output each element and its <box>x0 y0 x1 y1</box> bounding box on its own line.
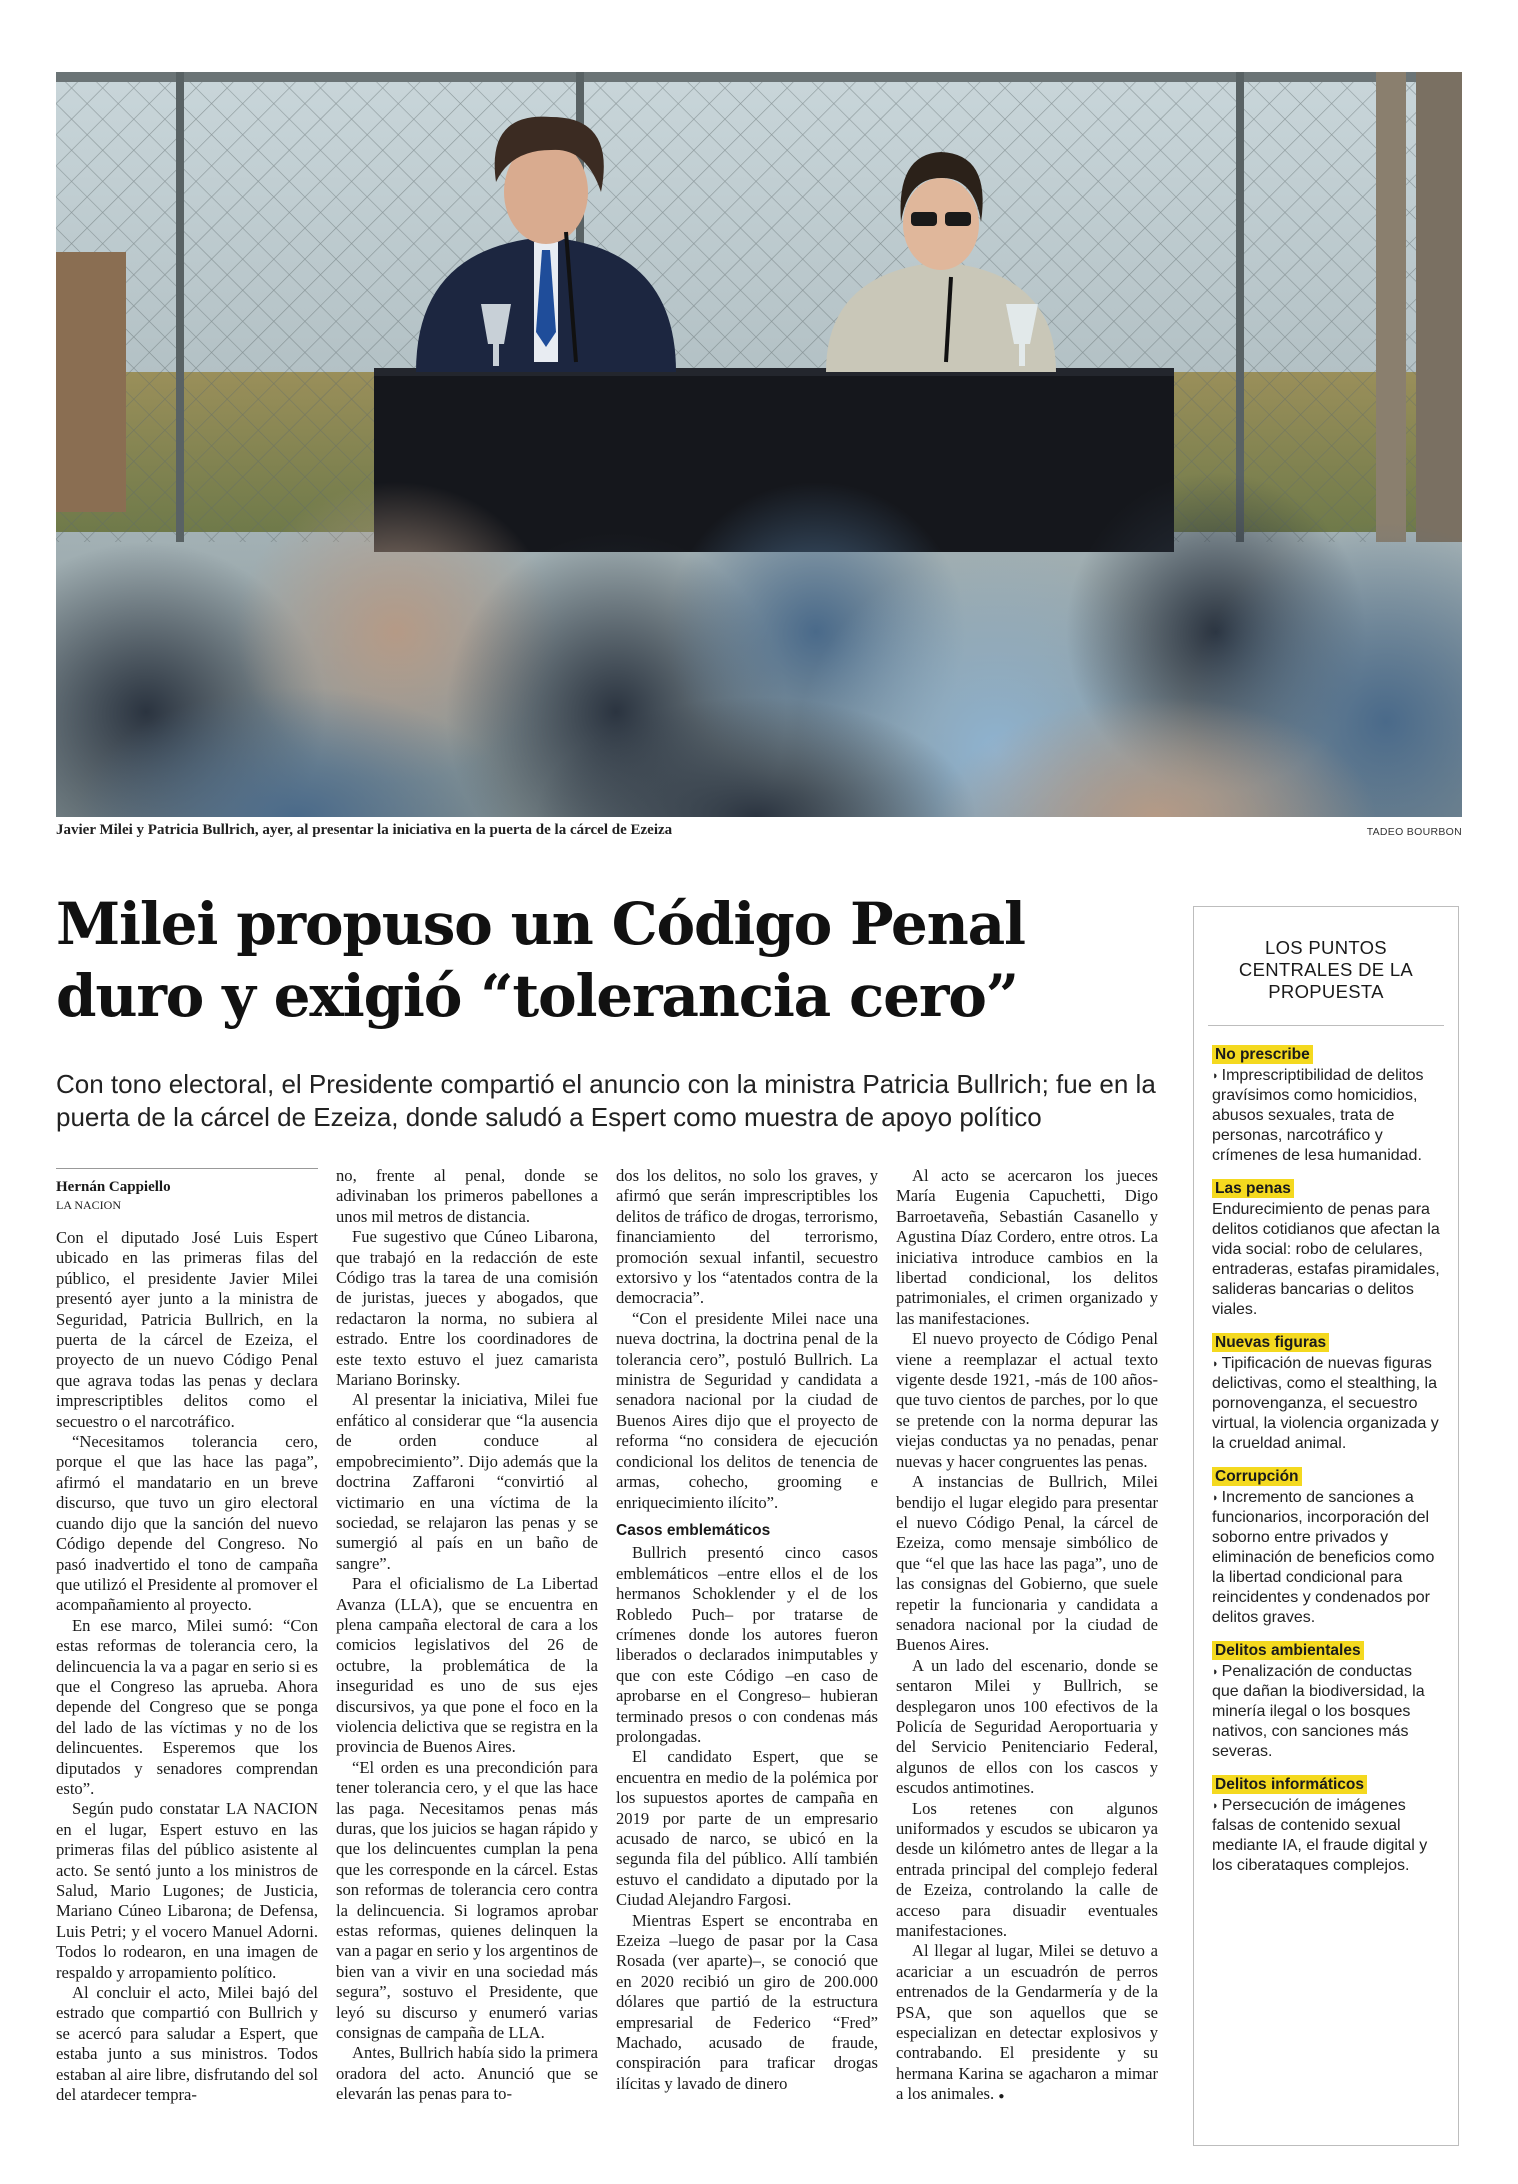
paragraph: “El orden es una precondición para tener tolerancia cero, y el que las hace las paga. Necesitamos penas más duras, que los juicios se hagan rápido y que los delincuentes cumplan la pena que les corresponde en la cárcel. Estas son reformas de tolerancia cero contra la delincuencia. Si logramos aprobar estas reformas, quienes delinquen la van a pagar en serio y los argentinos de bien van a vivir en una sociedad más segura”, sostuvo el Presidente, que leyó su discurso y enumeró varias consignas de campaña de LLA. <box>336 1757 598 2043</box>
key-point-title: Delitos ambientales <box>1212 1641 1364 1660</box>
bullet-arrow-icon: ◗ <box>1212 1492 1219 1504</box>
paragraph-text: Al llegar al lugar, Milei se detuvo a acariciar a un escuadrón de perros entrenados de la Gendarmería y de la PSA, que son aquellos que se especializan en detectar explosivos y contrabando. El presidente y su hermana Karina se agacharon a mimar a los animales. <box>896 1941 1158 2104</box>
section-heading: Casos emblemáticos <box>616 1521 771 1539</box>
photo-credit: TADEO BOURBON <box>1366 826 1462 838</box>
key-point-text <box>1212 1796 1440 1876</box>
key-point-body: Persecución de imágenes falsas de contenido sexual mediante IA, el fraude digital y los ciberataques complejos. <box>1212 1797 1428 1874</box>
key-point-body: Endurecimiento de penas para delitos cotidianos que afectan la vida social: robo de celulares, entraderas, estafas piramidales, salideras bancarias o delitos viales. <box>1212 1201 1440 1318</box>
paragraph: Según pudo constatar LA NACION en el lugar, Espert estuvo en las primeras filas del público asistente al acto. Se sentó junto a los ministros de Salud, Mario Lugones; de Justicia, Mariano Cúneo Libarona; de Defensa, Luis Petri; y el vocero Manuel Adorni. Todos lo rodearon, en una imagen de respaldo y arropamiento político. <box>56 1799 318 1982</box>
bullet-arrow-icon: ◗ <box>1212 1800 1219 1812</box>
key-point-title: Nuevas figuras <box>1212 1333 1329 1352</box>
article-column-1 <box>56 1228 318 2105</box>
key-point-title: Las penas <box>1212 1179 1294 1198</box>
key-point-body: Incremento de sanciones a funcionarios, incorporación del soborno entre privados y eliminación de beneficios como la libertad condicional para reincidentes y condenados por delitos graves. <box>1212 1489 1435 1626</box>
paragraph: Al acto se acercaron los jueces María Eugenia Capuchetti, Digo Barroetaveña, Sebastián Casanello y Agustina Díaz Cordero, entre otros. La iniciativa introduce cambios en la libertad condicional, los delitos patrimoniales, el crimen organizado y las manifestaciones. <box>896 1166 1158 1328</box>
paragraph: Fue sugestivo que Cúneo Libarona, que trabajó en la redacción de este Código tras la tarea de una comisión de juristas, jueces y abogados, que redactaron la norma, no subiera al estrado. Entre los coordinadores de este texto estuvo el juez camarista Mariano Borinsky. <box>336 1227 598 1390</box>
author-name: Hernán Cappiello <box>56 1179 171 1195</box>
key-point-text <box>1212 1354 1440 1454</box>
key-point-body: Penalización de conductas que dañan la biodiversidad, la minería ilegal o los bosques nativos, con sanciones más severas. <box>1212 1663 1425 1760</box>
article-column-4 <box>896 1166 1158 2108</box>
key-point-body: Imprescriptibilidad de delitos gravísimos como homicidios, abusos sexuales, trata de personas, narcotráfico y crímenes de lesa humanidad. <box>1212 1067 1424 1164</box>
article-column-2 <box>336 1166 598 2105</box>
headline-line-1: Milei propuso un Código Penal <box>56 890 1025 958</box>
paragraph: Bullrich presentó cinco casos emblemáticos –entre ellos el de los hermanos Schoklender y el de los Robledo Puch– por tratarse de crímenes donde los autores fueron liberados o declarados inimputables y que con este Código –en caso de aprobarse en el Congreso– hubieran terminado presos o con condenas más prolongadas. <box>616 1543 878 1746</box>
sidebar-title: LOS PUNTOS CENTRALES DE LA PROPUESTA <box>1208 907 1444 1026</box>
paragraph: Al concluir el acto, Milei bajó del estrado que compartió con Bullrich y se acercó para saludar a Espert, que estaba junto a sus ministros. Todos estaban al aire libre, disfrutando del sol del atardecer tempra- <box>56 1983 318 2105</box>
bullet-arrow-icon: ◗ <box>1212 1070 1219 1082</box>
bullet-arrow-icon: ◗ <box>1212 1358 1219 1370</box>
key-point-text <box>1212 1488 1440 1628</box>
paragraph: A un lado del escenario, donde se sentaron Milei y Bullrich, se desplegaron unos 100 efectivos de la Policía de Seguridad Aeroportuaria y del Servicio Penitenciario Federal, algunos de ellos con los cascos y escudos antimotines. <box>896 1655 1158 1798</box>
paragraph: En ese marco, Milei sumó: “Con estas reformas de tolerancia cero, la delincuencia la va a pagar en serio si es que el Congreso las aprueba. Ahora depende del Congreso que se ponga del lado de las víctimas y no de los delincuentes. Esperemos que los diputados y senadores comprendan esto”. <box>56 1615 318 1798</box>
paragraph: “Con el presidente Milei nace una nueva doctrina, la doctrina penal de la tolerancia cero”, postuló Bullrich. La ministra de Seguridad y candidata a senadora nacional por la ciudad de Buenos Aires dijo que el proyecto de reforma “no considera de ejecución condicional los delitos de tenencia de armas, cohecho, grooming e enriquecimiento ilícito”. <box>616 1308 878 1512</box>
photo-caption: Javier Milei y Patricia Bullrich, ayer, al presentar la iniciativa en la puerta de la cárcel de Ezeiza <box>56 822 673 838</box>
end-mark-icon: ● <box>998 2091 1005 2103</box>
subheadline: Con tono electoral, el Presidente compartió el anuncio con la ministra Patricia Bullrich; fue en la puerta de la cárcel de Ezeiza, donde saludó a Espert como muestra de apoyo político <box>56 1069 1156 1132</box>
key-point-title: No prescribe <box>1212 1045 1313 1064</box>
paragraph: Al presentar la iniciativa, Milei fue enfático al considerar que “la ausencia de orden conduce al empobrecimiento”. Dijo además que la doctrina Zaffaroni “convirtió al victimario en una víctima de la sociedad, se relajaron las penas y se sumergió al país en un baño de sangre”. <box>336 1390 598 1573</box>
key-points-sidebar <box>1193 906 1459 2146</box>
key-point-title: Delitos informáticos <box>1212 1775 1367 1794</box>
key-point <box>1212 1332 1440 1454</box>
paragraph: Con el diputado José Luis Espert ubicado en las primeras filas del público, el presidente Javier Milei presentó ayer junto a la ministra de Seguridad, Patricia Bullrich, en la puerta de la cárcel de Ezeiza, el proyecto de un nuevo Código Penal que agrava todas las penas y declara imprescriptibles delitos como el secuestro o el narcotráfico. <box>56 1228 318 1431</box>
headline-line-2: duro y exigió “tolerancia cero” <box>56 962 1018 1030</box>
paragraph: dos los delitos, no solo los graves, y afirmó que serán imprescriptibles los delitos de tráfico de drogas, terrorismo, financiamiento del terrorismo, promoción sexual infantil, secuestro extorsivo y los “atentados contra de la democracia”. <box>616 1166 878 1308</box>
headline <box>56 888 1176 1032</box>
paragraph: Mientras Espert se encontraba en Ezeiza –luego de pasar por la Casa Rosada (ver aparte)–, se conoció que en 2020 recibió un giro de 200.000 dólares que partió de la estructura empresarial de Federico “Fred” Machado, acusado de fraude, conspiración para traficar drogas ilícitas y lavado de dinero <box>616 1910 878 2093</box>
paragraph: El candidato Espert, que se encuentra en medio de la polémica por los supuestos aportes de campaña en 2019 por parte de un empresario acusado de narco, se ubicó en la segunda fila del público. Allí también estuvo el candidato a diputado por la Ciudad Alejandro Fargosi. <box>616 1747 878 1910</box>
key-point-text <box>1212 1200 1440 1320</box>
paragraph: “Necesitamos tolerancia cero, porque el que las hace las paga”, afirmó el mandatario en un breve discurso, que tuvo un giro electoral cuando dijo que la sanción del nuevo Código depende del Congreso. No pasó inadvertido el tono de campaña que utilizó el Presidente al promover el acompañamiento al proyecto. <box>56 1432 318 1615</box>
lead-photo <box>56 72 1462 817</box>
paragraph: El nuevo proyecto de Código Penal viene a reemplazar el actual texto vigente desde 1921, -más de 100 años- que tuvo cientos de parches, por lo que se pretende con la norma depurar las viejas conductas ya no penadas, penar nuevas y hacer congruentes las penas. <box>896 1329 1158 1471</box>
key-point-body: Tipificación de nuevas figuras delictivas, como el stealthing, la pornovenganza, el secuestro virtual, la violencia organizada y la crueldad animal. <box>1212 1355 1439 1452</box>
paragraph: Para el oficialismo de La Libertad Avanza (LLA), que se encuentra en plena campaña electoral de cara a los comicios legislativos del 26 de octubre, la problemática de la inseguridad es uno de sus ejes discursivos, ya que pone el foco en la violencia delictiva que se registra en la provincia de Buenos Aires. <box>336 1574 598 1757</box>
paragraph: no, frente al penal, donde se adivinaban los primeros pabellones a unos mil metros de distancia. <box>336 1166 598 1226</box>
bullet-arrow-icon: ◗ <box>1212 1666 1219 1678</box>
paragraph <box>896 1941 1158 2107</box>
key-point <box>1212 1044 1440 1166</box>
paragraph: Antes, Bullrich había sido la primera oradora del acto. Anunció que se elevarán las penas para to- <box>336 2043 598 2104</box>
paragraph: A instancias de Bullrich, Milei bendijo el lugar elegido para presentar el nuevo Código Penal, la cárcel de Ezeiza, como mensaje simbólico de que “el que las hace las paga”, uno de las consignas del Gobierno, que suele repetir la funcionaria y candidata a senadora nacional por la ciudad de Buenos Aires. <box>896 1472 1158 1655</box>
key-point <box>1212 1178 1440 1320</box>
article-column-3 <box>616 1166 878 2094</box>
key-point-text <box>1212 1066 1440 1166</box>
photo-illustration <box>56 72 1462 817</box>
key-point <box>1212 1640 1440 1762</box>
paragraph: Los retenes con algunos uniformados y escudos se ubicaron ya desde un kilómetro antes de llegar a la entrada principal del complejo federal de Ezeiza, controlando la calle de acceso para disuadir eventuales manifestaciones. <box>896 1798 1158 1941</box>
key-point-text <box>1212 1662 1440 1762</box>
byline <box>56 1168 318 1213</box>
key-point <box>1212 1466 1440 1628</box>
outlet-name: LA NACION <box>56 1198 121 1212</box>
key-point <box>1212 1774 1440 1876</box>
key-point-title: Corrupción <box>1212 1467 1302 1486</box>
